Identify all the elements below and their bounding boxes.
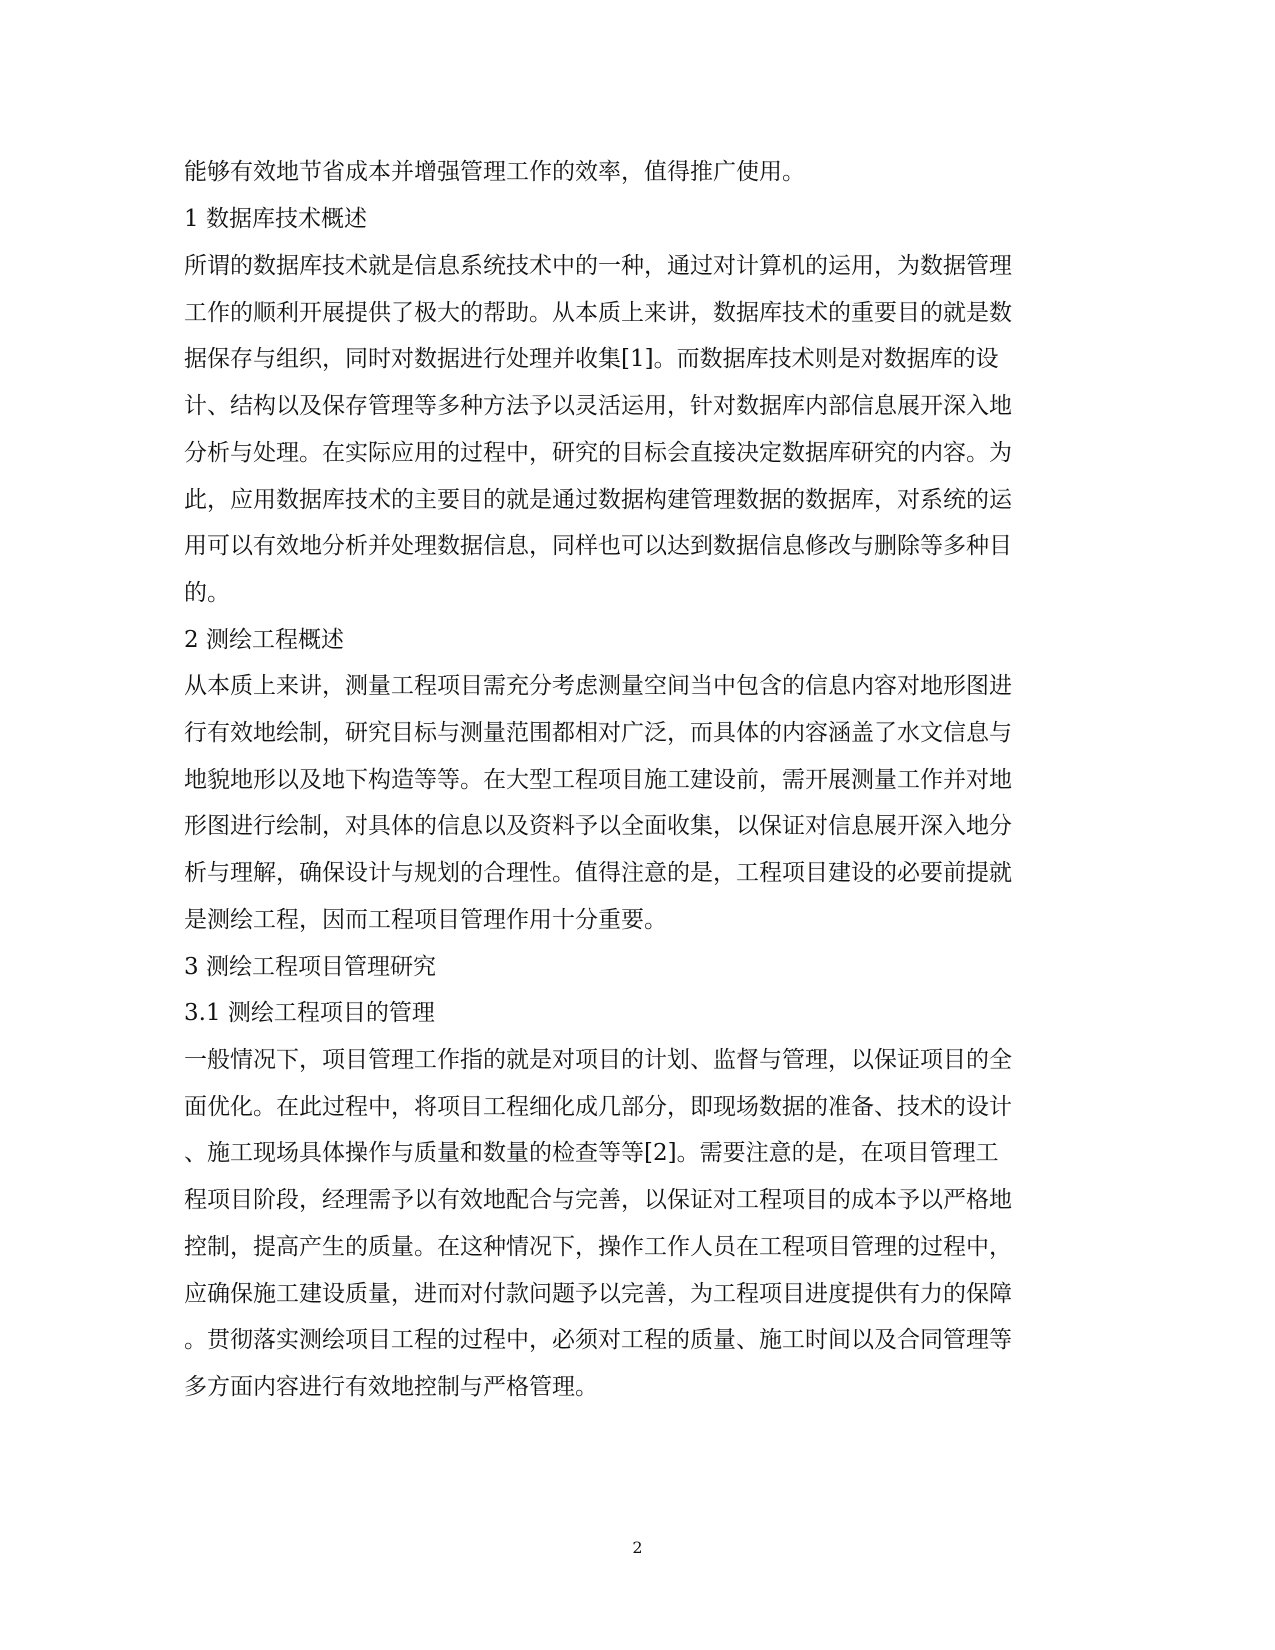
paragraph-line: 控制，提高产生的质量。在这种情况下，操作工作人员在工程项目管理的过程中， [184,1234,1012,1260]
paragraph-line: 的。 [184,580,230,606]
section-heading: 2 测绘工程概述 [184,627,344,653]
paragraph-line: 应确保施工建设质量，进而对付款问题予以完善，为工程项目进度提供有力的保障 [184,1281,1012,1307]
paragraph-line: 、施工现场具体操作与质量和数量的检查等等[2]。需要注意的是，在项目管理工 [184,1140,999,1166]
section-heading: 1 数据库技术概述 [184,206,367,232]
paragraph-line: 工作的顺利开展提供了极大的帮助。从本质上来讲，数据库技术的重要目的就是数 [184,300,1012,326]
paragraph-line: 地貌地形以及地下构造等等。在大型工程项目施工建设前，需开展测量工作并对地 [184,767,1012,793]
subsection-heading: 3.1 测绘工程项目的管理 [184,1000,435,1026]
paragraph-line: 多方面内容进行有效地控制与严格管理。 [184,1374,598,1400]
paragraph-line: 能够有效地节省成本并增强管理工作的效率，值得推广使用。 [184,159,805,185]
paragraph-line: 形图进行绘制，对具体的信息以及资料予以全面收集，以保证对信息展开深入地分 [184,813,1012,839]
paragraph-line: 所谓的数据库技术就是信息系统技术中的一种，通过对计算机的运用，为数据管理 [184,253,1012,279]
paragraph-line: 用可以有效地分析并处理数据信息，同样也可以达到数据信息修改与删除等多种目 [184,533,1012,559]
paragraph-line: 计、结构以及保存管理等多种方法予以灵活运用，针对数据库内部信息展开深入地 [184,393,1012,419]
paragraph-line: 是测绘工程，因而工程项目管理作用十分重要。 [184,907,667,933]
paragraph-line: 程项目阶段，经理需予以有效地配合与完善，以保证对工程项目的成本予以严格地 [184,1187,1012,1213]
paragraph-line: 面优化。在此过程中，将项目工程细化成几部分，即现场数据的准备、技术的设计 [184,1094,1012,1120]
paragraph-line: 一般情况下，项目管理工作指的就是对项目的计划、监督与管理，以保证项目的全 [184,1047,1012,1073]
paragraph-line: 分析与处理。在实际应用的过程中，研究的目标会直接决定数据库研究的内容。为 [184,440,1012,466]
paragraph-line: 此，应用数据库技术的主要目的就是通过数据构建管理数据的数据库，对系统的运 [184,487,1012,513]
paragraph-line: 行有效地绘制，研究目标与测量范围都相对广泛，而具体的内容涵盖了水文信息与 [184,720,1012,746]
page-number: 2 [632,1538,643,1557]
paragraph-line: 析与理解，确保设计与规划的合理性。值得注意的是，工程项目建设的必要前提就 [184,860,1012,886]
paragraph-line: 据保存与组织，同时对数据进行处理并收集[1]。而数据库技术则是对数据库的设 [184,346,999,372]
paragraph-line: 。贯彻落实测绘项目工程的过程中，必须对工程的质量、施工时间以及合同管理等 [184,1327,1012,1353]
section-heading: 3 测绘工程项目管理研究 [184,954,436,980]
paragraph-line: 从本质上来讲，测量工程项目需充分考虑测量空间当中包含的信息内容对地形图进 [184,673,1012,699]
